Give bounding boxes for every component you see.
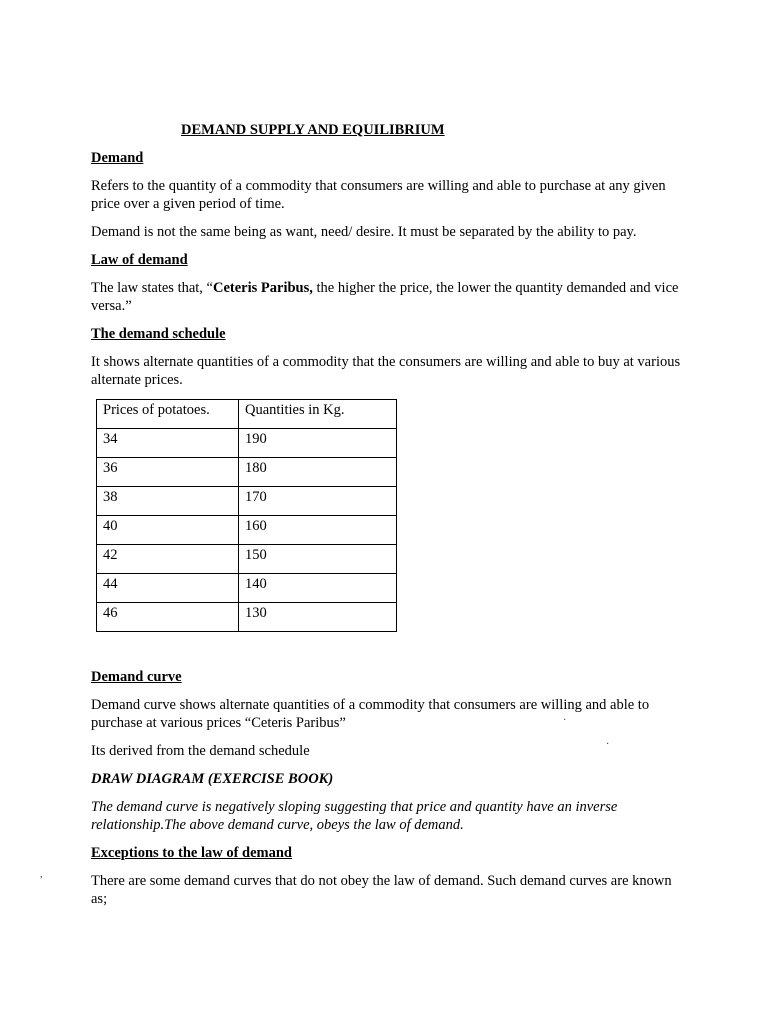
demand-curve-derived: Its derived from the demand schedule bbox=[91, 743, 310, 759]
table-row bbox=[97, 487, 397, 516]
stray-mark: , bbox=[40, 869, 43, 880]
exceptions-heading: Exceptions to the law of demand bbox=[91, 845, 292, 861]
table-row bbox=[97, 603, 397, 632]
price-cell: 44 bbox=[97, 574, 239, 603]
quantity-cell: 170 bbox=[239, 487, 397, 516]
law-of-demand-statement bbox=[91, 279, 681, 315]
table-row bbox=[97, 574, 397, 603]
quantity-cell: 160 bbox=[239, 516, 397, 545]
demand-note: Demand is not the same being as want, need/ desire. It must be separated by the ability to pay. bbox=[91, 224, 637, 240]
price-cell: 42 bbox=[97, 545, 239, 574]
document-title: DEMAND SUPPLY AND EQUILIBRIUM bbox=[181, 122, 445, 138]
quantity-cell: 150 bbox=[239, 545, 397, 574]
ceteris-paribus-term: Ceteris Paribus, bbox=[213, 280, 313, 296]
table-row bbox=[97, 429, 397, 458]
demand-schedule-description: It shows alternate quantities of a commodity that the consumers are willing and able to buy at various alternate prices. bbox=[91, 354, 681, 388]
price-cell: 34 bbox=[97, 429, 239, 458]
demand-schedule-heading: The demand schedule bbox=[91, 326, 226, 342]
price-cell: 40 bbox=[97, 516, 239, 545]
price-cell: 38 bbox=[97, 487, 239, 516]
demand-curve-description: Demand curve shows alternate quantities of a commodity that consumers are willing and able to purchase at various prices “Ceteris Paribus” bbox=[91, 697, 650, 731]
stray-mark: · bbox=[563, 715, 567, 726]
table-row bbox=[97, 545, 397, 574]
law-text-before: The law states that, “ bbox=[91, 280, 213, 296]
price-cell: 36 bbox=[97, 458, 239, 487]
quantity-cell: 130 bbox=[239, 603, 397, 632]
demand-schedule-table bbox=[96, 399, 397, 632]
quantity-cell: 140 bbox=[239, 574, 397, 603]
quantity-cell: 180 bbox=[239, 458, 397, 487]
table-header-quantity: Quantities in Kg. bbox=[239, 400, 397, 429]
table-header-price: Prices of potatoes. bbox=[97, 400, 239, 429]
law-of-demand-heading: Law of demand bbox=[91, 252, 188, 268]
law-text-after: the higher the price, the lower the quantity demanded and vice versa.” bbox=[91, 280, 679, 314]
exceptions-text: There are some demand curves that do not obey the law of demand. Such demand curves are known as; bbox=[91, 873, 672, 907]
table-row bbox=[97, 516, 397, 545]
document-body bbox=[91, 149, 681, 918]
table-header-row bbox=[97, 400, 397, 429]
quantity-cell: 190 bbox=[239, 429, 397, 458]
table-row bbox=[97, 458, 397, 487]
demand-curve-explanation: The demand curve is negatively sloping suggesting that price and quantity have an inverse relationship.The above demand curve, obeys the law of demand. bbox=[91, 799, 618, 833]
demand-curve-heading: Demand curve bbox=[91, 669, 182, 685]
demand-heading: Demand bbox=[91, 150, 144, 166]
price-cell: 46 bbox=[97, 603, 239, 632]
draw-diagram-instruction: DRAW DIAGRAM (EXERCISE BOOK) bbox=[91, 771, 334, 787]
stray-mark: · bbox=[606, 739, 610, 750]
demand-definition: Refers to the quantity of a commodity that consumers are willing and able to purchase at any given price over a given period of time. bbox=[91, 178, 666, 212]
